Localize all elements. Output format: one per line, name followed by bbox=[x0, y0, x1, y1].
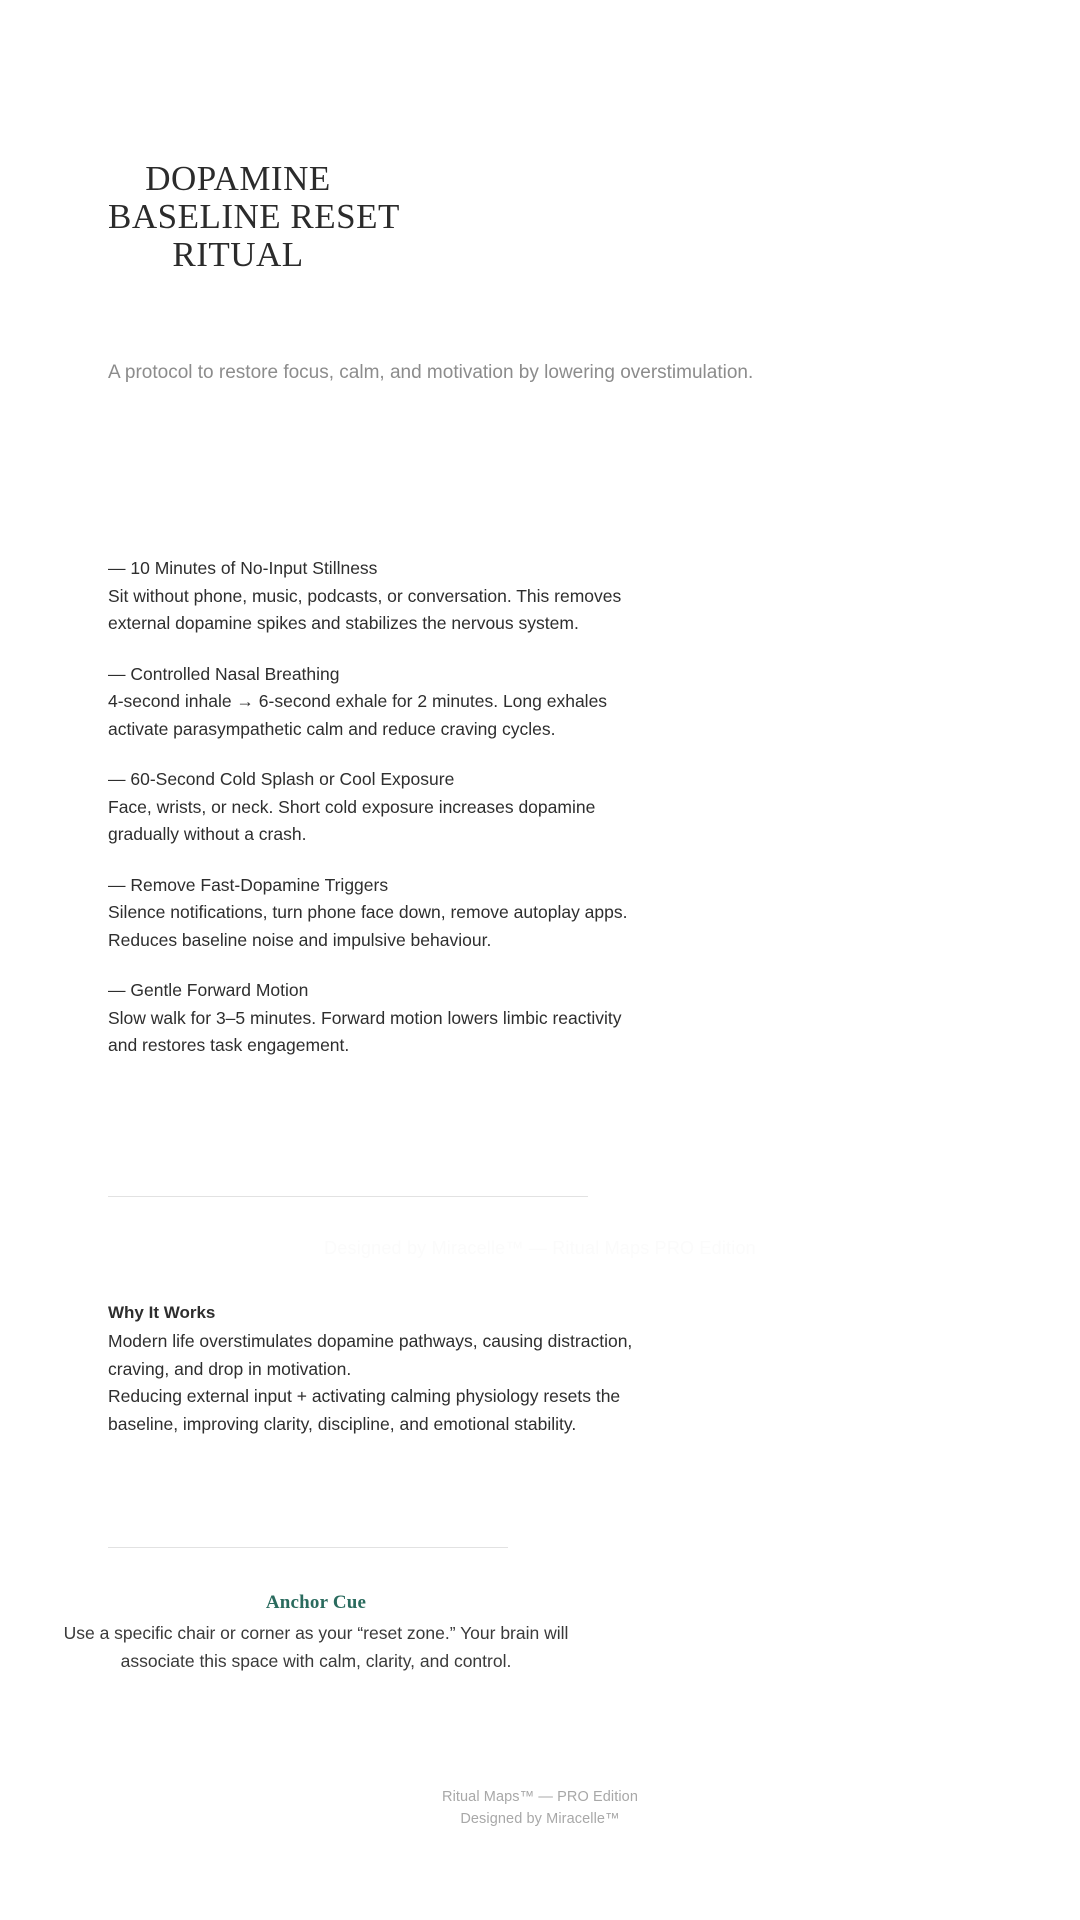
title-line-2: BASELINE RESET bbox=[108, 197, 400, 236]
step-body: 4-second inhale → 6-second exhale for 2 minutes. Long exhales activate parasympathetic calm and reduce craving cycles. bbox=[108, 691, 608, 739]
list-item bbox=[108, 977, 648, 1060]
watermark-text: Designed by Miracelle™ — Ritual Maps PRO Edition bbox=[324, 1238, 756, 1258]
list-item bbox=[108, 872, 648, 955]
list-item bbox=[108, 766, 648, 849]
divider-lower bbox=[108, 1547, 508, 1548]
step-title: — Controlled Nasal Breathing bbox=[108, 663, 340, 684]
step-body: Face, wrists, or neck. Short cold exposure increases dopamine gradually without a crash. bbox=[108, 796, 596, 844]
why-it-works-heading: Why It Works bbox=[108, 1303, 216, 1322]
title-line-1: DOPAMINE bbox=[145, 159, 331, 198]
list-item bbox=[108, 661, 648, 744]
step-body: Sit without phone, music, podcasts, or conversation. This removes external dopamine spikes and stabilizes the nervous system. bbox=[108, 585, 622, 633]
page-footer bbox=[0, 1786, 1080, 1830]
why-it-works-section bbox=[108, 1300, 668, 1438]
footer-line-1: Ritual Maps™ — PRO Edition bbox=[442, 1789, 638, 1805]
anchor-cue-title: Anchor Cue bbox=[265, 1592, 367, 1613]
anchor-cue-body: Use a specific chair or corner as your “reset zone.” Your brain will associate this space with calm, clarity, and control. bbox=[63, 1623, 569, 1671]
step-title: — Remove Fast-Dopamine Triggers bbox=[108, 874, 389, 895]
title-line-3: RITUAL bbox=[172, 235, 304, 274]
step-body: Silence notifications, turn phone face down, remove autoplay apps. Reduces baseline noise and impulsive behaviour. bbox=[108, 902, 628, 950]
anchor-cue-section bbox=[60, 1590, 572, 1675]
footer-line-2: Designed by Miracelle™ bbox=[460, 1811, 620, 1827]
page-title bbox=[108, 159, 400, 274]
why-it-works-paragraph-1: Modern life overstimulates dopamine pathways, causing distraction, craving, and drop in motivation. bbox=[108, 1331, 633, 1379]
step-title: — Gentle Forward Motion bbox=[108, 980, 309, 1000]
why-it-works-paragraph-2: Reducing external input + activating calming physiology resets the baseline, improving clarity, discipline, and emotional stability. bbox=[108, 1386, 621, 1434]
step-body: Slow walk for 3–5 minutes. Forward motion lowers limbic reactivity and restores task engagement. bbox=[108, 1007, 622, 1055]
page-subtitle: A protocol to restore focus, calm, and motivation by lowering overstimulation. bbox=[108, 362, 754, 383]
step-title: — 10 Minutes of No-Input Stillness bbox=[108, 558, 378, 578]
divider-upper bbox=[108, 1196, 588, 1197]
steps-list bbox=[108, 555, 648, 1060]
list-item bbox=[108, 555, 648, 638]
step-title: — 60-Second Cold Splash or Cool Exposure bbox=[108, 769, 455, 789]
